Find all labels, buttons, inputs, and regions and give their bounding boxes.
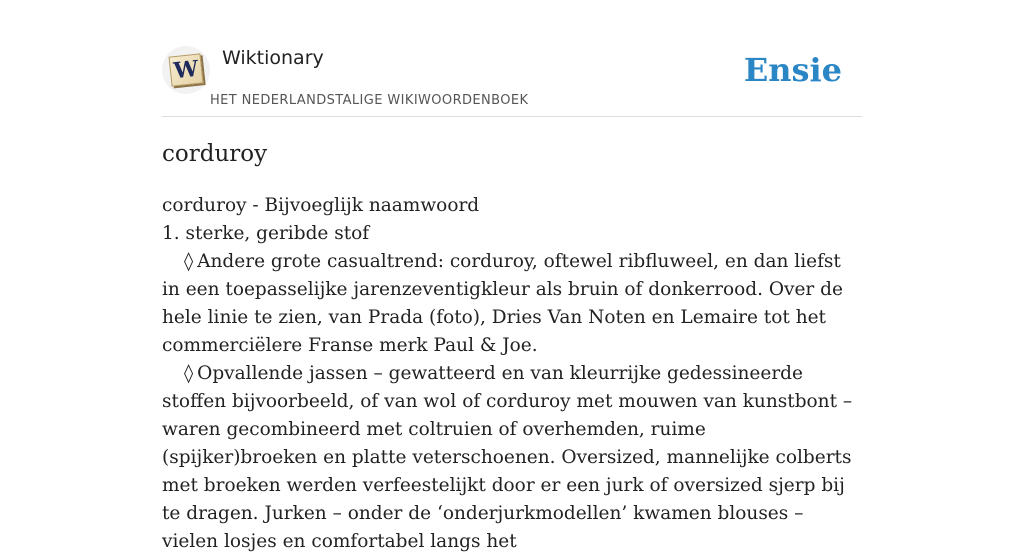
word-class-line: corduroy - Bijvoeglijk naamwoord bbox=[162, 195, 480, 216]
definition-text: 1. sterke, geribde stof bbox=[162, 223, 370, 244]
definition-block bbox=[162, 192, 862, 556]
example-sentence bbox=[162, 360, 862, 556]
example-sentence bbox=[162, 248, 862, 360]
wiktionary-logo[interactable] bbox=[162, 46, 210, 94]
entry-title: corduroy bbox=[162, 141, 268, 167]
site-name[interactable]: Wiktionary bbox=[222, 47, 324, 69]
example-marker-icon: ◊ bbox=[184, 251, 194, 272]
example-marker-icon: ◊ bbox=[184, 363, 194, 384]
example-text: Andere grote casualtrend: corduroy, oftewel ribfluweel, en dan liefst in een toepasselijke jarenzeventigkleur als bruin of donkerrood. Over de hele linie te zien, van Prada (foto), Dries Van Noten en Lemaire tot het commerciëlere Franse merk Paul & Joe. bbox=[162, 251, 843, 356]
example-text: Opvallende jassen – gewatteerd en van kleurrijke gedessineerde stoffen bijvoorbeeld, of van wol of corduroy met mouwen van kunstbont – waren gecombineerd met coltruien of overhemden, ruime (spijker)broeken en platte veterschoenen. Oversized, mannelijke colberts met broeken werden verfeestelijkt door er een jurk of oversized sjerp bij te dragen. Jurken – onder de ‘onderjurkmodellen’ kwamen blouses – vielen losjes en comfortabel langs het bbox=[162, 363, 853, 552]
site-tagline: HET NEDERLANDSTALIGE WIKIWOORDENBOEK bbox=[210, 93, 529, 108]
site-header bbox=[162, 40, 862, 117]
entry-content bbox=[162, 136, 862, 556]
ensie-brand-link[interactable]: Ensie bbox=[743, 51, 842, 89]
logo-letter: W bbox=[172, 55, 200, 85]
logo-tile-icon bbox=[169, 53, 204, 86]
